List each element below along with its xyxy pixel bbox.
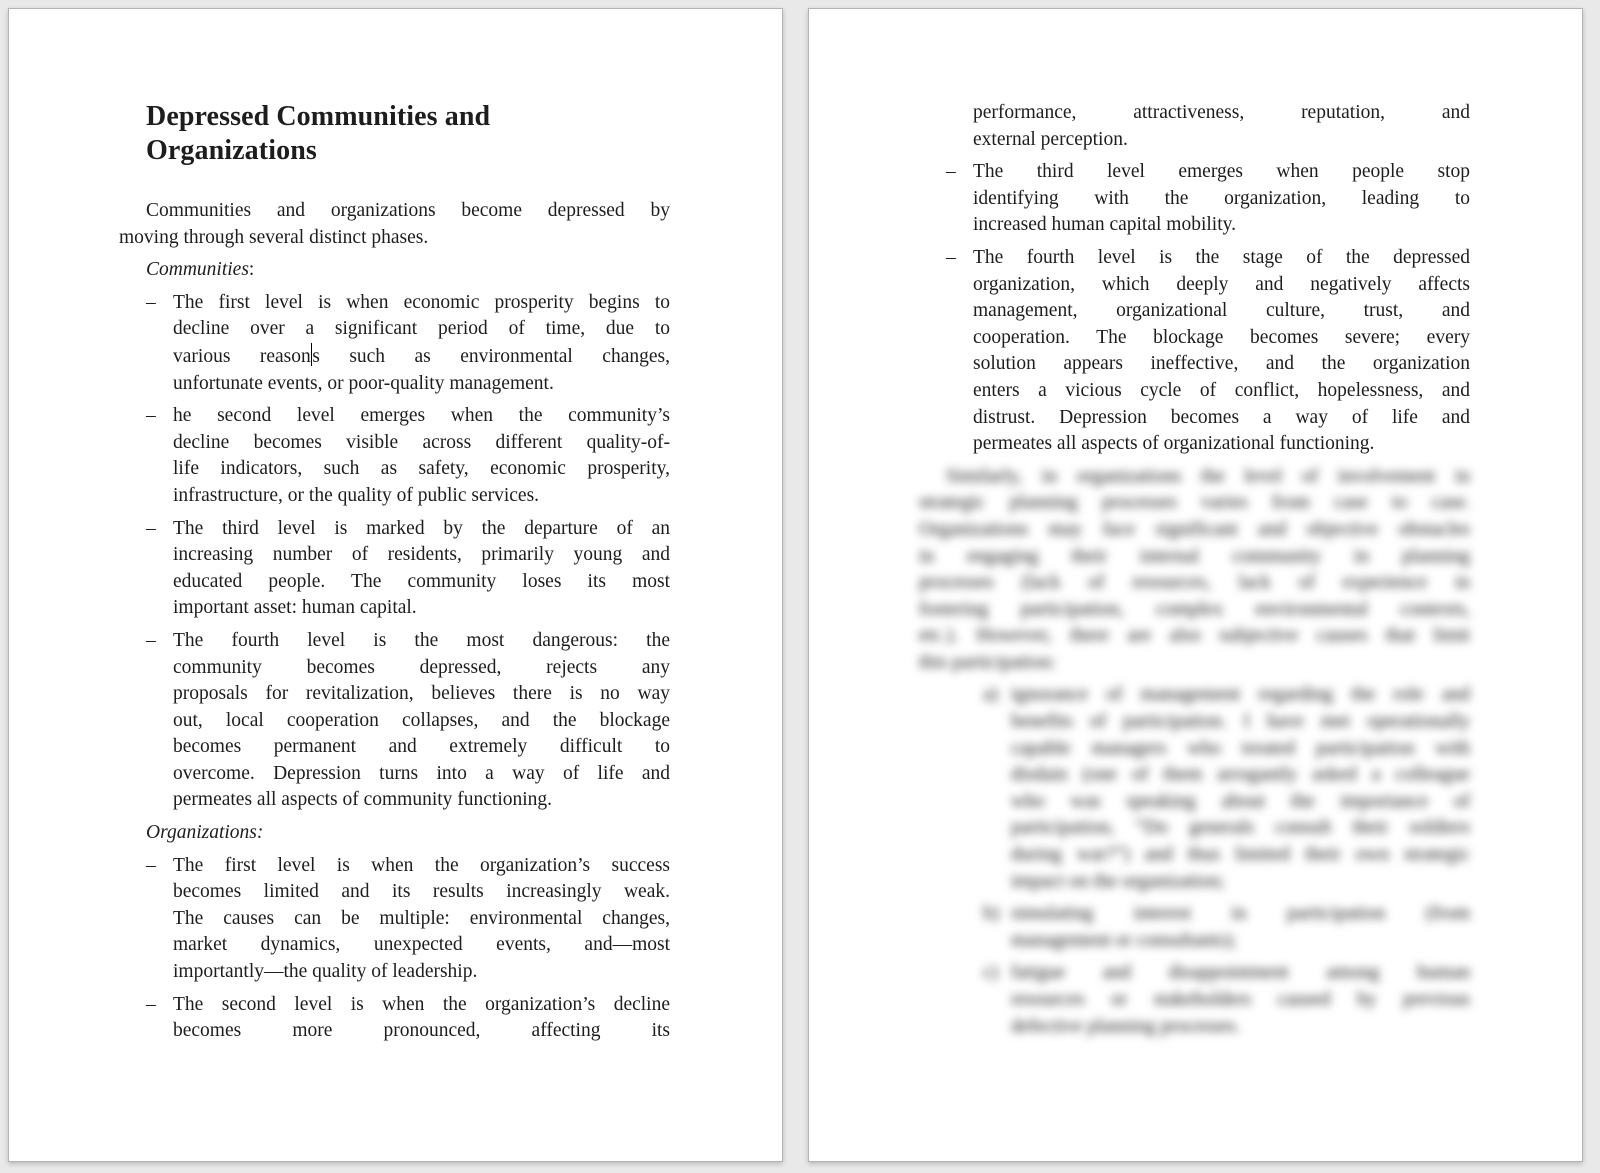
letter-item-text — [1011, 901, 1470, 954]
text-line: out, local cooperation collapses, and the blockage — [173, 709, 670, 731]
text-line: who was speaking about the importance of — [1011, 790, 1470, 812]
text-line: disdain (one of them arrogantly asked a colleague — [1011, 764, 1470, 786]
text-line: educated people. The community loses its most — [173, 570, 670, 592]
text-line: unfortunate events, or poor-quality management. — [173, 372, 554, 394]
bullet-marker: – — [146, 993, 156, 1015]
document-title — [146, 100, 670, 168]
text-line: impact on the organization; — [1011, 870, 1225, 892]
letter-marker: c) — [983, 962, 999, 984]
list-item-text — [173, 403, 670, 509]
list-item-text — [973, 245, 1470, 458]
text-line: community becomes depressed, rejects any — [173, 656, 670, 678]
text-line: becomes more pronounced, affecting its — [173, 1020, 670, 1042]
text-line: during war?”) and thus limited their own strategic — [1011, 844, 1470, 866]
bullet-marker: – — [146, 854, 156, 876]
list-item — [119, 290, 670, 397]
letter-item-text — [1011, 960, 1470, 1040]
letter-marker: a) — [983, 684, 999, 706]
text-line: The third level emerges when people stop — [973, 161, 1470, 183]
text-line: cooperation. The blockage becomes severe; every — [973, 326, 1470, 348]
page-1[interactable] — [8, 8, 783, 1162]
text-line: resources or stakeholders caused by previous — [1011, 989, 1470, 1010]
text-line: benefits of participation. I have met operationally — [1011, 711, 1470, 733]
text-line: decline becomes visible across different quality-of- — [173, 431, 670, 453]
list-item-text — [173, 853, 670, 986]
text-line: organization, which deeply and negatively affects — [973, 273, 1470, 295]
text-line: fostering participation, complex environmental contexts, — [919, 598, 1470, 620]
list-item-text — [173, 992, 670, 1045]
text-line: management or consultants); — [1011, 929, 1237, 951]
text-line: external perception. — [973, 128, 1128, 150]
letter-marker: b) — [983, 903, 1000, 925]
continuation-text — [973, 100, 1470, 153]
list-item — [119, 516, 670, 622]
list-item — [119, 853, 670, 986]
title-line: Organizations — [146, 135, 317, 166]
list-section-label — [146, 257, 670, 284]
bullet-marker: – — [146, 517, 156, 539]
paragraph — [919, 464, 1470, 677]
list-item-text — [173, 290, 670, 397]
text-line: distrust. Depression becomes a way of life and — [973, 406, 1470, 428]
text-line: The fourth level is the most dangerous: the — [173, 629, 670, 651]
text-line: life indicators, such as safety, economic prosperity, — [173, 458, 670, 480]
text-line: capable managers who treated participation with — [1011, 737, 1470, 759]
text-line: he second level emerges when the community’s — [173, 405, 670, 427]
text-line: infrastructure, or the quality of public services. — [173, 484, 540, 506]
text-line: The second level is when the organization’s decline — [173, 993, 670, 1015]
letter-list-item — [919, 960, 1470, 1040]
text-line: performance, attractiveness, reputation, and — [973, 102, 1470, 123]
text-line: The third level is marked by the departure of an — [173, 517, 670, 539]
text-line: ignorance of management regarding the role and — [1011, 684, 1470, 706]
letter-list-item — [919, 901, 1470, 954]
text-line: identifying with the organization, leading to — [973, 187, 1470, 209]
text-line: processes (lack of resources, lack of experience in — [919, 572, 1470, 594]
text-line: The causes can be multiple: environmental changes, — [173, 907, 670, 929]
text-line: permeates all aspects of community functioning. — [173, 789, 553, 811]
text-line: Organizations may face significant and objective obstacles — [919, 518, 1470, 540]
text-line: increasing number of residents, primarily young and — [173, 544, 670, 566]
letter-list-item — [919, 682, 1470, 895]
list-item — [119, 992, 670, 1045]
text-line: The first level is when economic prosperity begins to — [173, 291, 670, 313]
text-line: market dynamics, unexpected events, and—most — [173, 934, 670, 956]
text-line: importantly—the quality of leadership. — [173, 961, 478, 983]
label-italic-text: Communities — [146, 259, 249, 281]
text-line: enters a vicious cycle of conflict, hopelessness, and — [973, 379, 1470, 401]
text-line: moving through several distinct phases. — [119, 226, 429, 248]
letter-item-text — [1011, 682, 1470, 895]
text-line: etc.). However, there are also subjective causes that limit — [919, 625, 1470, 647]
text-line: important asset: human capital. — [173, 597, 417, 619]
label-italic-text: Organizations: — [146, 822, 264, 844]
list-item-text — [173, 516, 670, 622]
text-line: in engaging their internal community in planning — [919, 545, 1470, 567]
text-line: The fourth level is the stage of the depressed — [973, 246, 1470, 268]
bullet-marker: – — [146, 629, 156, 651]
text-line: Communities and organizations become depressed by — [146, 200, 670, 221]
text-line: The first level is when the organization’s success — [173, 854, 670, 876]
text-line: becomes limited and its results increasingly weak. — [173, 881, 670, 903]
text-line: fatigue and disappointment among human — [1011, 962, 1470, 984]
bullet-marker: – — [146, 291, 156, 313]
bullet-marker: – — [146, 405, 156, 427]
text-cursor — [311, 343, 313, 366]
text-line: solution appears ineffective, and the organization — [973, 353, 1470, 375]
text-line: overcome. Depression turns into a way of life and — [173, 762, 670, 784]
text-line: various reasons such as environmental changes, — [173, 343, 670, 371]
text-line: simulating interest in participation (from — [1011, 903, 1470, 925]
list-item — [919, 159, 1470, 239]
list-item — [119, 403, 670, 509]
page-text-area — [809, 9, 1582, 1040]
list-item-continuation — [919, 100, 1470, 153]
text-line: increased human capital mobility. — [973, 214, 1236, 236]
list-section-label — [146, 820, 670, 847]
text-line: management, organizational culture, trust, and — [973, 300, 1470, 322]
paragraph — [119, 198, 670, 251]
list-item-text — [173, 628, 670, 814]
text-line: this participation: — [919, 651, 1057, 673]
text-line: participation, “Do generals consult their soldiers — [1011, 817, 1470, 839]
list-item — [119, 628, 670, 814]
text-line: strategic planning processes varies from case to case. — [919, 492, 1470, 514]
text-line: becomes permanent and extremely difficult to — [173, 736, 670, 758]
list-item-text — [973, 159, 1470, 239]
text-line: Similarly, in organizations the level of involvement in — [946, 465, 1470, 487]
text-line: defective planning processes. — [1011, 1015, 1241, 1037]
title-line: Depressed Communities and — [146, 101, 491, 132]
page-2[interactable] — [808, 8, 1583, 1162]
text-line: proposals for revitalization, believes there is no way — [173, 683, 670, 705]
bullet-marker: – — [946, 246, 956, 268]
text-line: permeates all aspects of organizational functioning. — [973, 433, 1375, 455]
list-item — [919, 245, 1470, 458]
page-text-area — [9, 9, 782, 1045]
bullet-marker: – — [946, 161, 956, 183]
label-suffix: : — [248, 259, 255, 281]
text-line: decline over a significant period of time, due to — [173, 318, 670, 340]
